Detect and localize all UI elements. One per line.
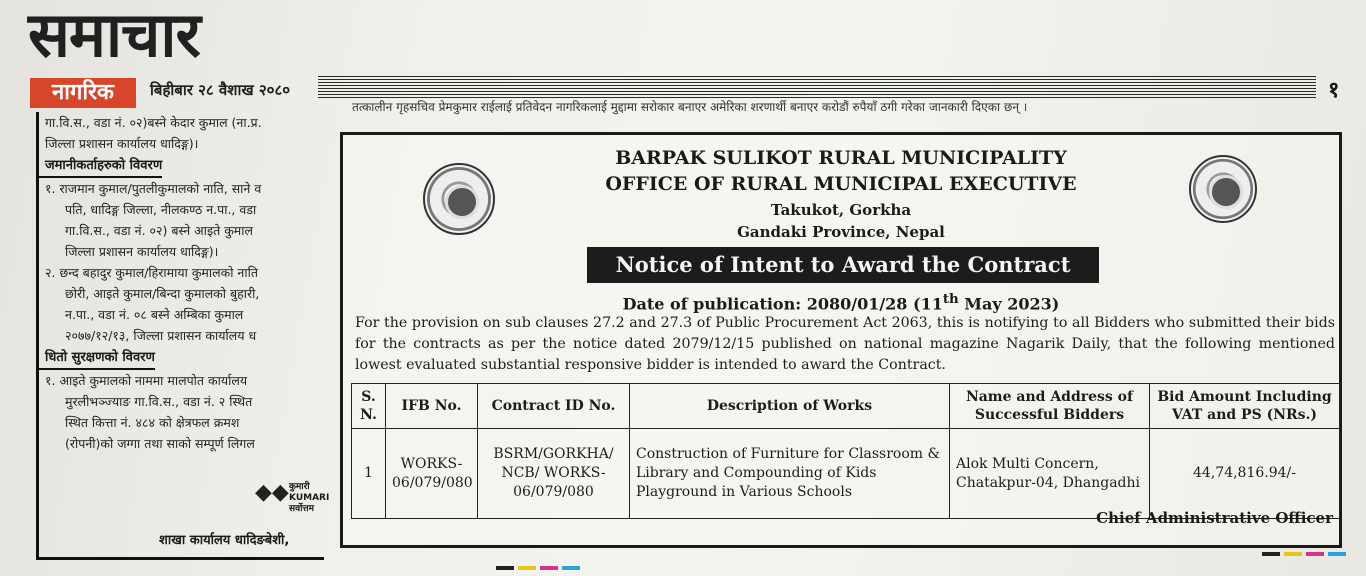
publication-date [343,291,1339,313]
cut-off-article-text: तत्कालीन गृहसचिव प्रेमकुमार राईलाई प्रतिवेदन नागरिकलाई मुद्दामा सरोकार बनाएर अमेरिका शरणार्थी बनाएर करोडौं रुपैयाँ ठगी गरेका जानकारी दिएका छन् । [352,100,1028,114]
article-line: गा.वि.स., वडा नं. ०२) बस्ने आइते कुमाल [65,223,253,238]
page-number: १ [1328,78,1340,103]
header-rule-lines [318,76,1316,98]
article-line: मुरलीभञ्ज्याङ गा.वि.स., वडा नं. २ स्थित [65,394,253,409]
section-heading-guarantors: जमानीकर्ताहरुको विवरण [39,155,162,178]
issue-date: बिहीबार २८ वैशाख २०८० [150,81,291,99]
table-header-row [352,384,1340,429]
publication-date-end: May 2023) [958,294,1060,314]
org-name: BARPAK SULIKOT RURAL MUNICIPALITY [615,147,1067,169]
col-header-sn: S. N. [352,384,386,429]
col-header-ifb: IFB No. [386,384,478,429]
article-line: पति, धादिङ्ग जिल्ला, नीलकण्ठ न.पा., वडा [65,202,257,217]
cell-contract-id: BSRM/GORKHA/ NCB/ WORKS-06/079/080 [478,429,630,519]
col-header-amount: Bid Amount Including VAT and PS (NRs.) [1150,384,1340,429]
municipality-notice [340,132,1342,548]
article-line: जिल्ला प्रशासन कार्यालय धादिङ्ग)। [65,244,219,259]
cell-bidder: Alok Multi Concern, Chatakpur-04, Dhangadhi [950,429,1150,519]
print-registration-marks [1262,552,1346,556]
article-line: छोरी, आइते कुमाल/बिन्दा कुमालको बुहारी, [65,286,260,301]
bank-logo-icon: ◆◆ [255,480,289,505]
notice-body: For the provision on sub clauses 27.2 and 27.3 of Public Procurement Act 2063, this is notifying to all Bidders who submitted their bids for the contracts as per the notice dated 2079/12/15 published on national magazine Nagarik Daily, that the following mentioned lowest evaluated substantial responsive bidder is intended to award the Contract. [355,315,1335,373]
article-line: १. राजमान कुमाल/पुतलीकुमालको नाति, साने व [45,181,262,196]
cell-sn: 1 [352,429,386,519]
table-row [352,429,1340,519]
branch-office-line: शाखा कार्यालय धादिङबेशी, [159,533,290,548]
article-line: १. आइते कुमालको नाममा मालपोत कार्यालय [45,373,248,388]
col-header-description: Description of Works [630,384,950,429]
article-line: स्थित कित्ता नं. ४८४ को क्षेत्रफल क्रमश [65,415,240,430]
col-header-bidder: Name and Address of Successful Bidders [950,384,1150,429]
section-heading-collateral: धितो सुरक्षणको विवरण [39,347,155,370]
office-province: Gandaki Province, Nepal [737,223,945,241]
office-location: Takukot, Gorkha [770,201,912,219]
article-line: न.पा., वडा नं. ०८ बस्ने अम्बिका कुमाल [65,307,244,322]
article-line: (रोपनी)को जग्गा तथा साको सम्पूर्ण लिगल [65,436,255,451]
publication-date-label: Date of publication: 2080/01/28 (11 [622,294,943,314]
cell-amount: 44,74,816.94/- [1150,429,1340,519]
cell-description: Construction of Furniture for Classroom & Library and Compounding of Kids Playground in Various Schools [630,429,950,519]
cell-ifb: WORKS-06/079/080 [386,429,478,519]
masthead-title: समाचार [28,0,200,71]
article-line: २०७७/१२/१३, जिल्ला प्रशासन कार्यालय ध [65,328,257,343]
article-line: २. छन्द बहादुर कुमाल/हिरामाया कुमालको नाति [45,265,258,280]
article-line: जिल्ला प्रशासन कार्यालय धादिङ्ग)। [45,136,199,151]
left-article-column [36,112,330,560]
col-header-contract-id: Contract ID No. [478,384,630,429]
article-line: गा.वि.स., वडा नं. ०२)बस्ने केदार कुमाल (ना.प्र. [45,115,262,130]
signatory-title: Chief Administrative Officer [1096,509,1333,527]
office-name: OFFICE OF RURAL MUNICIPAL EXECUTIVE [605,173,1077,195]
print-registration-marks [496,566,580,570]
newspaper-brand-logo: नागरिक [30,78,136,108]
publication-date-suffix: th [942,291,959,307]
award-table [351,383,1340,519]
notice-title: Notice of Intent to Award the Contract [587,247,1099,283]
bank-name: कुमारी KUMARI सर्वोत्तम [289,482,330,514]
